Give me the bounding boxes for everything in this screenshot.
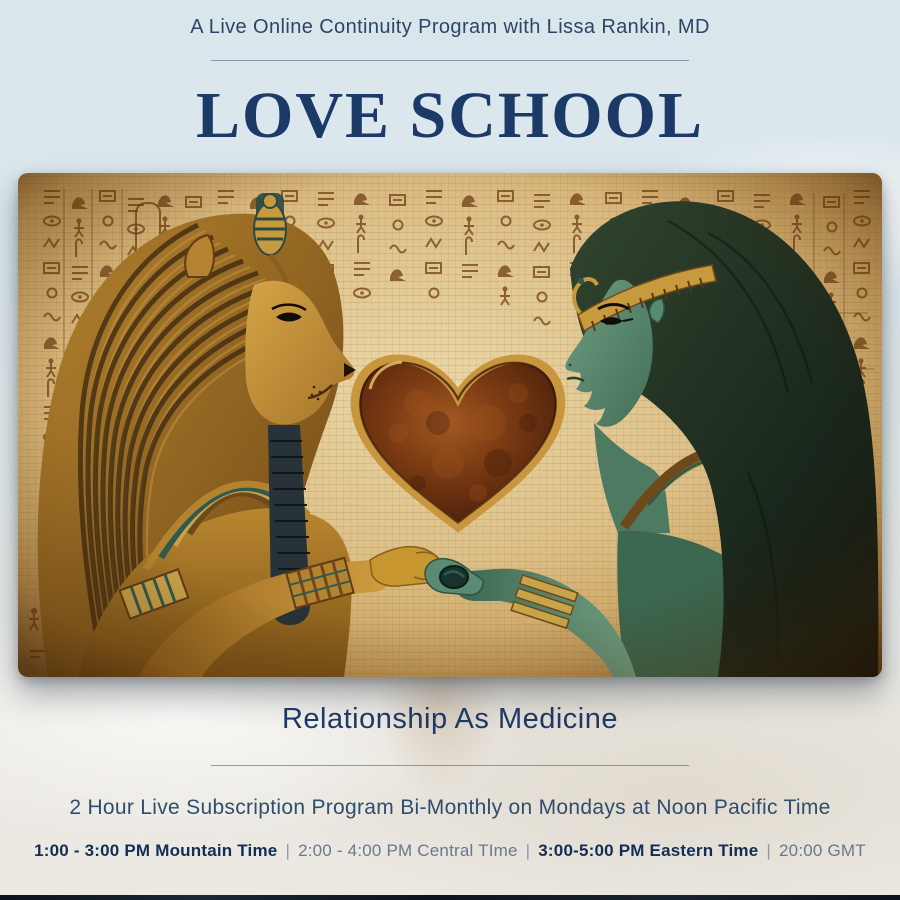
- time-eastern: 3:00-5:00 PM Eastern Time: [538, 841, 759, 860]
- pipe-separator: |: [766, 841, 772, 860]
- papyrus-artwork: [18, 173, 882, 677]
- vignette-overlay: [18, 173, 882, 677]
- next-section-edge: [0, 895, 900, 900]
- page-title: LOVE SCHOOL: [196, 79, 704, 152]
- time-gmt: 20:00 GMT: [779, 841, 866, 860]
- subheading: Relationship As Medicine: [281, 703, 618, 735]
- top-divider: [211, 60, 689, 61]
- timezone-line: [0, 841, 900, 861]
- pipe-separator: |: [525, 841, 531, 860]
- bottom-divider: [211, 765, 689, 766]
- time-central: 2:00 - 4:00 PM Central TIme: [298, 841, 518, 860]
- pipe-separator: |: [285, 841, 291, 860]
- hero-image: [18, 173, 882, 677]
- kicker-text: A Live Online Continuity Program with Lissa Rankin, MD: [190, 16, 710, 38]
- program-description: 2 Hour Live Subscription Program Bi-Monthly on Mondays at Noon Pacific Time: [69, 796, 831, 819]
- time-mountain: 1:00 - 3:00 PM Mountain Time: [34, 841, 278, 860]
